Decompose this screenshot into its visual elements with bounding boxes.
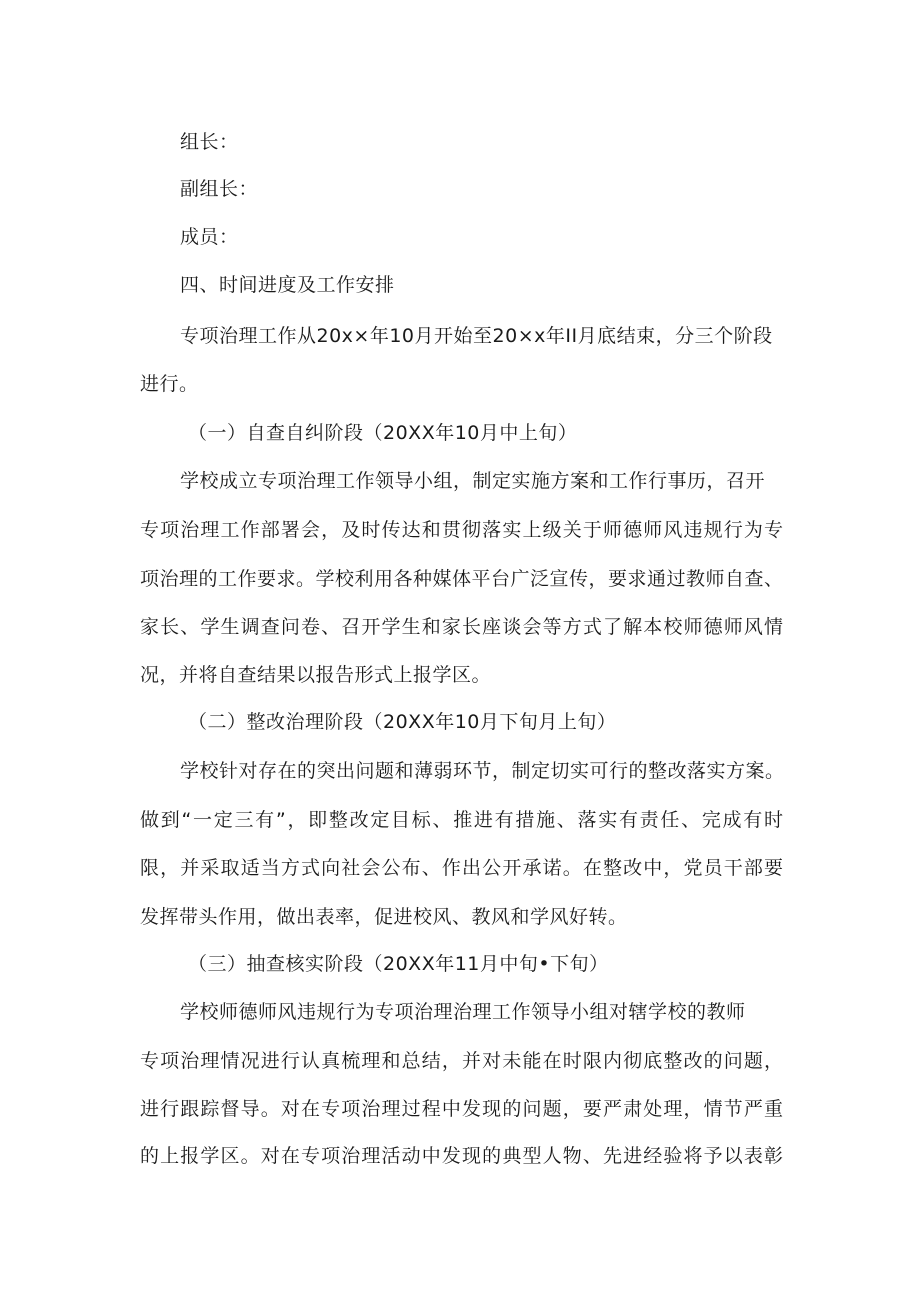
paragraph-line: 况，并将自查结果以报告形式上报学区。	[140, 664, 492, 686]
paragraph-line: 学校针对存在的突出问题和薄弱环节，制定切实可行的整改落实方案。	[180, 760, 785, 782]
paragraph-line: 项治理的工作要求。学校利用各种媒体平台广泛宣传，要求通过教师自查、	[140, 568, 783, 590]
paragraph-line: 专项治理工作部署会，及时传达和贯彻落实上级关于师德师风违规行为专	[140, 519, 783, 541]
paragraph-line: 进行。	[140, 373, 199, 395]
paragraph-line: 发挥带头作用，做出表率，促进校风、教风和学风好转。	[140, 906, 628, 928]
subsection-heading: （三）抽查核实阶段（20XX年11月中旬•下旬）	[188, 953, 609, 975]
paragraph-line: 学校成立专项治理工作领导小组，制定实施方案和工作行事历，召开	[180, 470, 766, 492]
subsection-heading: （二）整改治理阶段（20XX年10月下旬月上旬）	[188, 711, 617, 733]
paragraph-line: 的上报学区。对在专项治理活动中发现的典型人物、先进经验将予以表彰	[140, 1145, 783, 1167]
paragraph-line: 限，并采取适当方式向社会公布、作出公开承诺。在整改中，党员干部要	[140, 857, 783, 879]
paragraph-line: 家长、学生调查问卷、召开学生和家长座谈会等方式了解本校师德师风情	[140, 616, 783, 638]
paragraph-line: 做到“一定三有”，即整改定目标、推进有措施、落实有责任、完成有时	[140, 809, 783, 831]
paragraph-line: 学校师德师风违规行为专项治理治理工作领导小组对辖学校的教师	[180, 1001, 746, 1023]
section-heading: 四、时间进度及工作安排	[180, 274, 395, 296]
leader-label: 组长：	[180, 131, 239, 153]
paragraph-line: 专项治理工作从20x×年10月开始至20×x年II月底结束，分三个阶段	[180, 325, 773, 347]
deputy-leader-label: 副组长：	[180, 178, 259, 200]
members-label: 成员：	[180, 226, 239, 248]
subsection-heading: （一）自查自纠阶段（20XX年10月中上旬）	[188, 422, 578, 444]
paragraph-line: 进行跟踪督导。对在专项治理过程中发现的问题，要严肃处理，情节严重	[140, 1098, 783, 1120]
paragraph-line: 专项治理情况进行认真梳理和总结，并对未能在时限内彻底整改的问题，	[140, 1050, 783, 1072]
